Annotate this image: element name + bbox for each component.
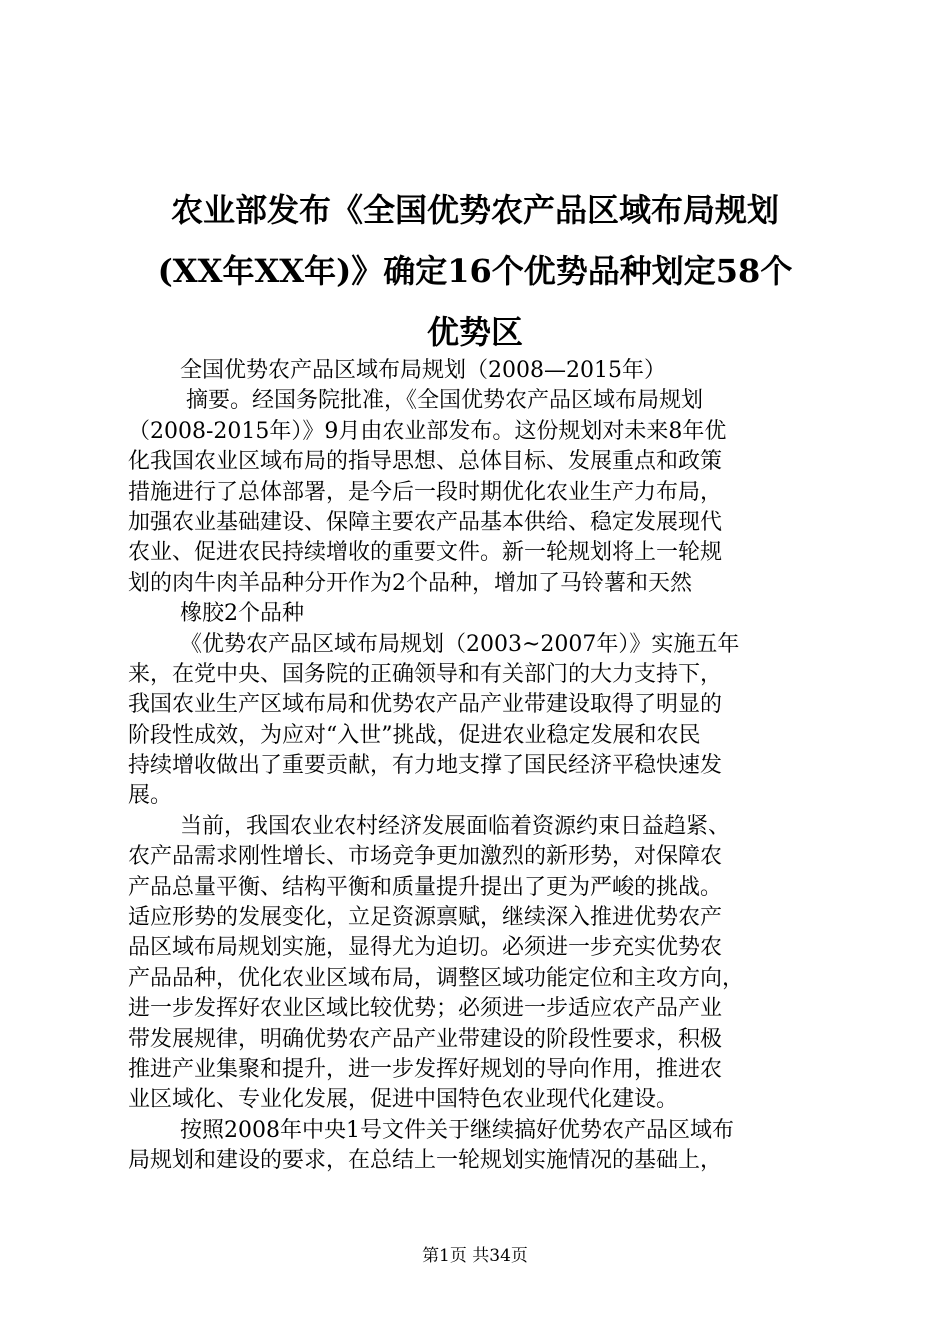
body-line: 产品总量平衡、结构平衡和质量提升提出了更为严峻的挑战。 bbox=[128, 874, 723, 900]
body-line: 《优势农产品区域布局规划（2003~2007年）》实施五年 bbox=[180, 631, 740, 657]
body-line: 阶段性成效，为应对“入世”挑战，促进农业稳定发展和农民 bbox=[128, 722, 701, 748]
body-line: 农业、促进农民持续增收的重要文件。新一轮规划将上一轮规 bbox=[128, 540, 723, 566]
body-line: 化我国农业区域布局的指导思想、总体目标、发展重点和政策 bbox=[128, 449, 723, 475]
title-line: 农业部发布《全国优势农产品区域布局规划 bbox=[170, 191, 779, 229]
body-line: 来，在党中央、国务院的正确领导和有关部门的大力支持下， bbox=[128, 661, 723, 687]
body-line: 措施进行了总体部署，是今后一段时期优化农业生产力布局， bbox=[128, 479, 723, 505]
body-line: 业区域化、专业化发展，促进中国特色农业现代化建设。 bbox=[128, 1087, 679, 1113]
body-line: 农产品需求刚性增长、市场竞争更加激烈的新形势，对保障农 bbox=[128, 844, 723, 870]
body-line: 全国优势农产品区域布局规划（2008—2015年） bbox=[180, 358, 666, 383]
body-line: 展。 bbox=[128, 783, 173, 809]
document-title bbox=[110, 180, 840, 363]
page-footer: 第1页 共34页 bbox=[422, 1246, 528, 1266]
body-line: 橡胶2个品种 bbox=[180, 601, 304, 627]
body-line: 品区域布局规划实施，显得尤为迫切。必须进一步充实优势农 bbox=[128, 935, 723, 961]
body-line: 适应形势的发展变化，立足资源禀赋，继续深入推进优势农产 bbox=[128, 905, 723, 931]
body-line: 带发展规律，明确优势农产品产业带建设的阶段性要求，积极 bbox=[128, 1026, 723, 1052]
body-line: 按照2008年中央1号文件关于继续搞好优势农产品区域布 bbox=[180, 1117, 734, 1143]
body-line: 摘要。经国务院批准，《全国优势农产品区域布局规划 bbox=[186, 388, 704, 414]
body-line: 我国农业生产区域布局和优势农产品产业带建设取得了明显的 bbox=[128, 692, 723, 718]
body-line: （2008-2015年）》9月由农业部发布。这份规划对未来8年优 bbox=[128, 418, 727, 444]
body-line: 局规划和建设的要求，在总结上一轮规划实施情况的基础上， bbox=[128, 1148, 723, 1174]
body-line: 当前，我国农业农村经济发展面临着资源约束日益趋紧、 bbox=[180, 813, 731, 839]
body-line: 推进产业集聚和提升，进一步发挥好规划的导向作用，推进农 bbox=[128, 1056, 723, 1082]
body-line: 持续增收做出了重要贡献，有力地支撑了国民经济平稳快速发 bbox=[128, 753, 723, 779]
body-line: 加强农业基础建设、保障主要农产品基本供给、稳定发展现代 bbox=[128, 509, 723, 535]
body-line: 进一步发挥好农业区域比较优势；必须进一步适应农产品产业 bbox=[128, 996, 723, 1022]
body-line: 划的肉牛肉羊品种分开作为2个品种，增加了马铃薯和天然 bbox=[128, 570, 692, 596]
body-line: 产品品种，优化农业区域布局，调整区域功能定位和主攻方向， bbox=[128, 965, 745, 991]
title-line: 优势区 bbox=[426, 313, 523, 351]
document-body bbox=[128, 356, 832, 1177]
title-line: (XX年XX年)》确定16个优势品种划定58个 bbox=[157, 252, 793, 290]
